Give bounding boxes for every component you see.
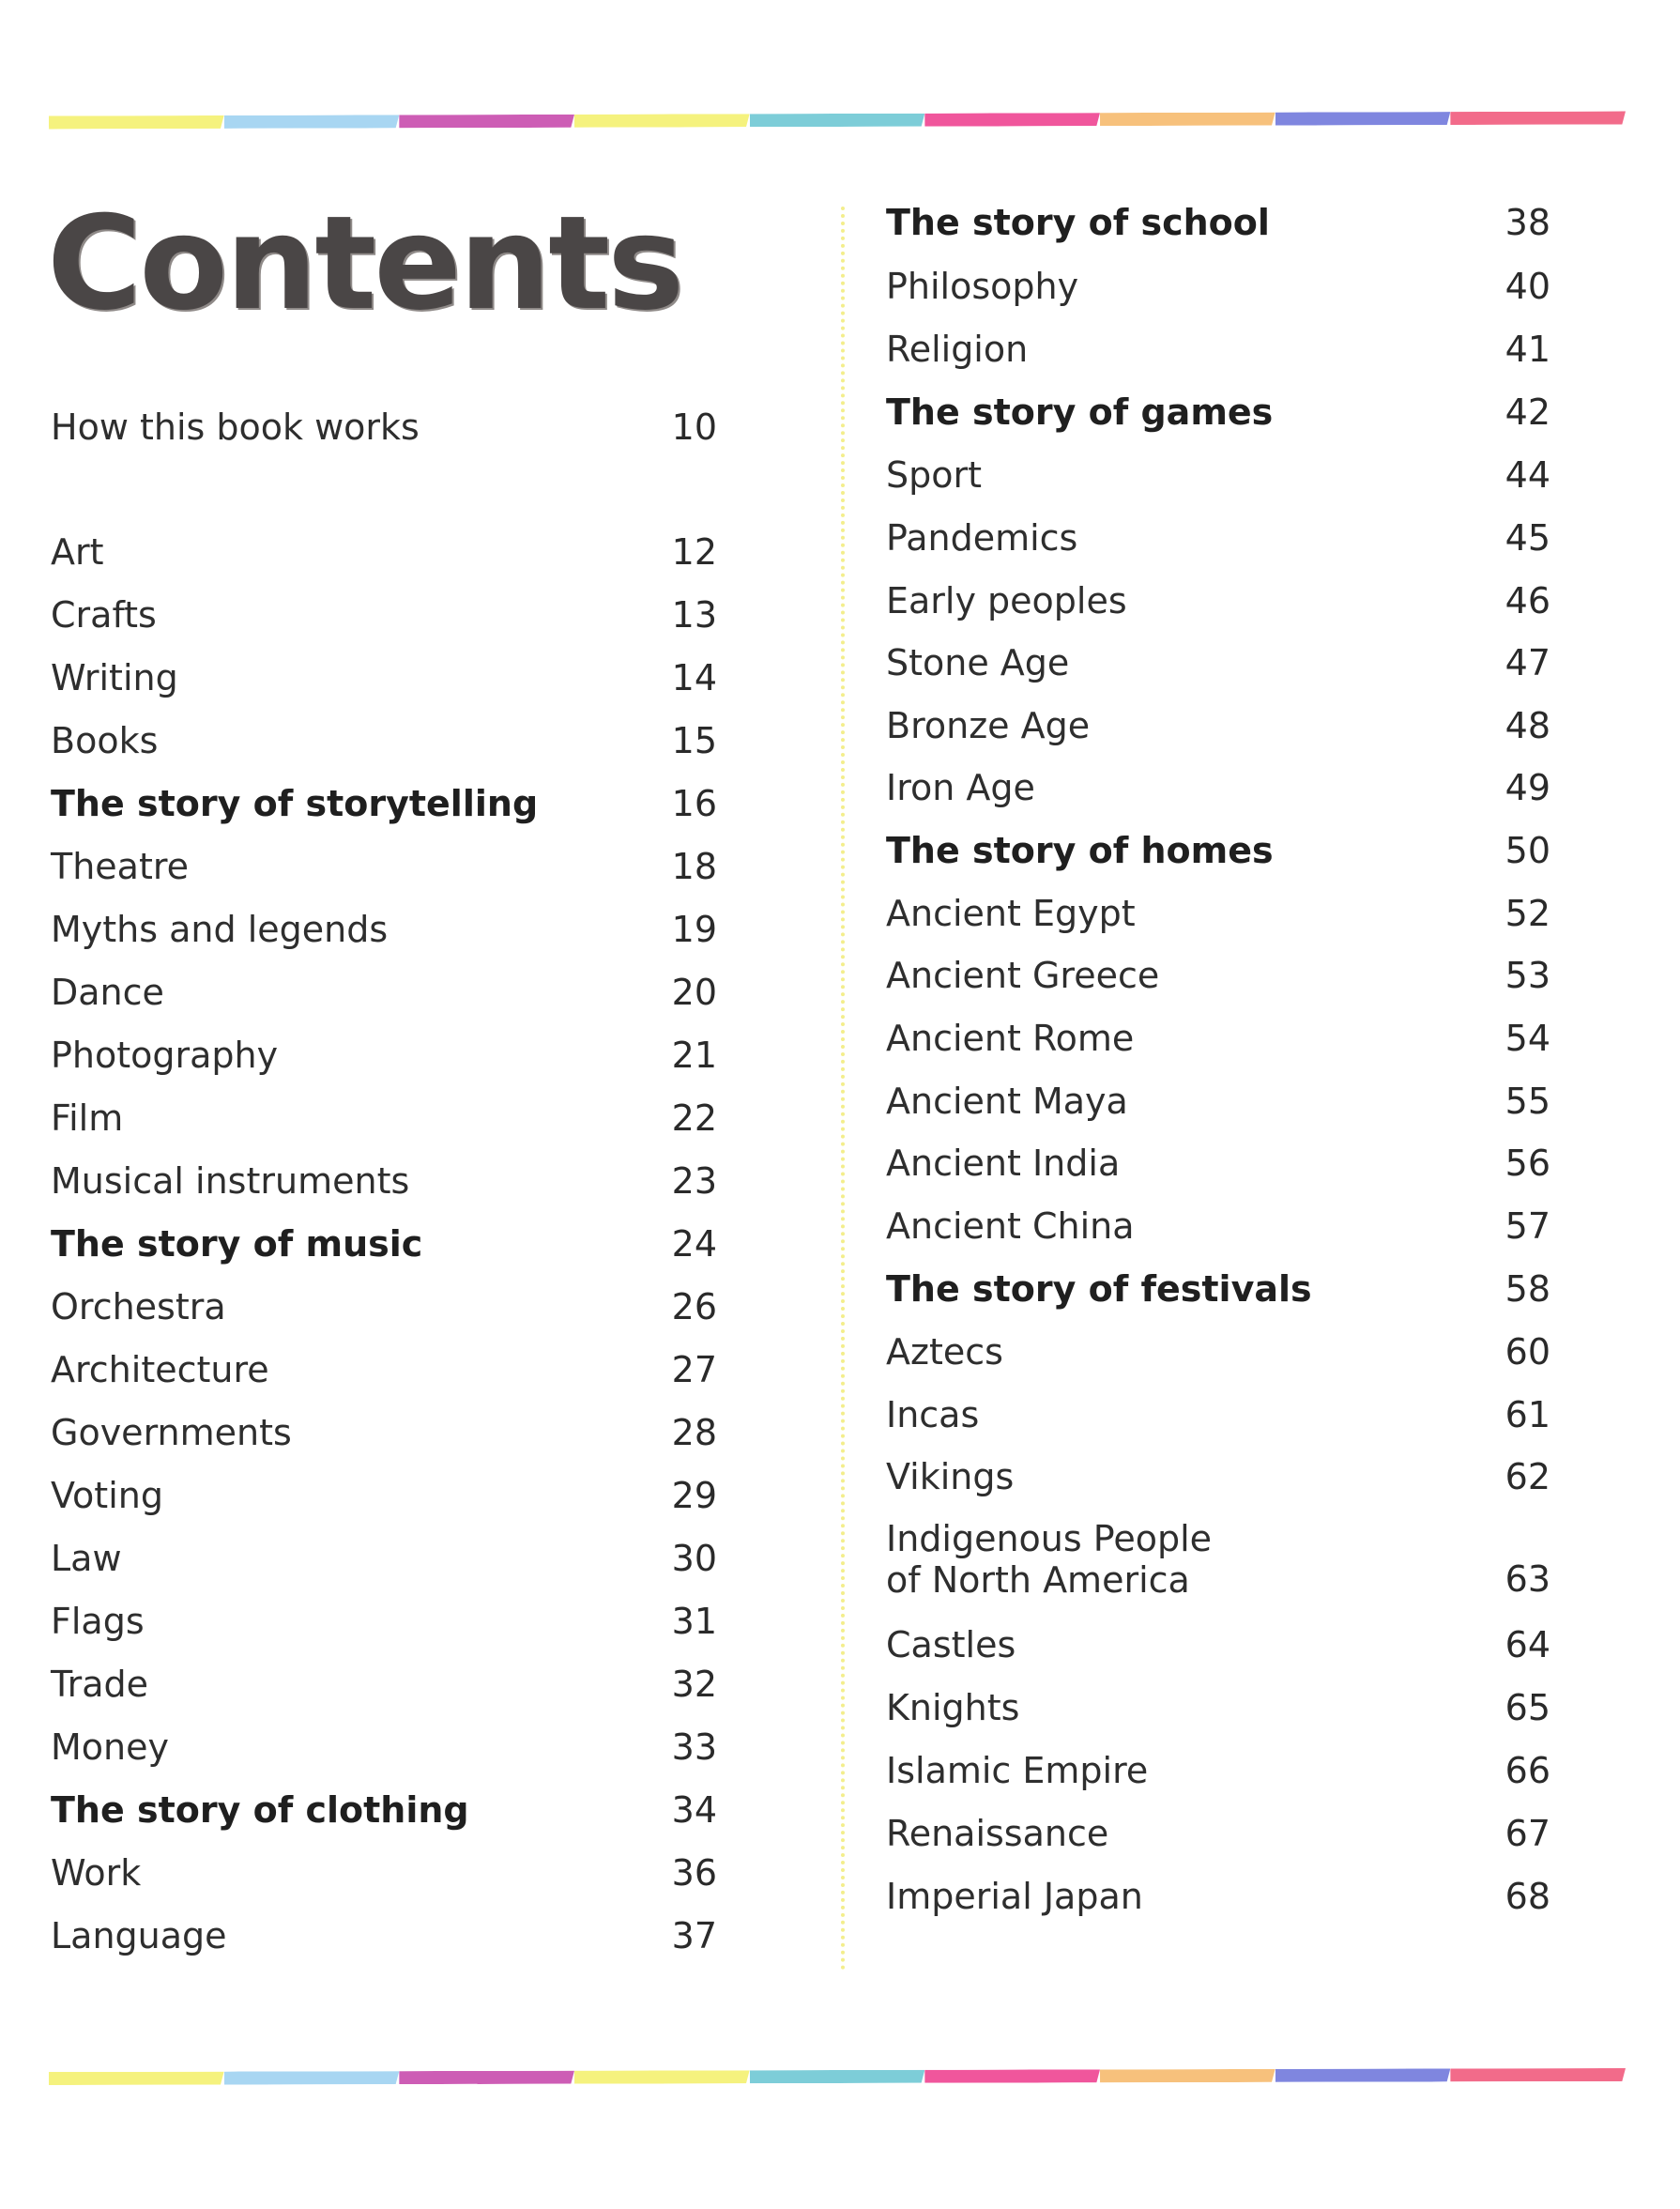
toc-entry-page-number: 55 (1504, 1081, 1550, 1122)
toc-entry-page-number: 36 (671, 1852, 717, 1894)
toc-entry-page-number: 54 (1504, 1018, 1550, 1059)
toc-entry-page-number: 13 (671, 594, 717, 636)
toc-entry (51, 1788, 717, 1832)
toc-entry-page-number: 26 (671, 1286, 717, 1327)
toc-entry-page-number: 30 (671, 1538, 717, 1579)
toc-entry-label: The story of music (51, 1223, 423, 1265)
toc-entry-label: Photography (51, 1035, 279, 1076)
toc-entry-page-number: 49 (1504, 767, 1550, 808)
toc-entry-label: Theatre (51, 846, 190, 887)
toc-entry-label: Orchestra (51, 1286, 226, 1327)
toc-entry-page-number: 58 (1504, 1268, 1550, 1310)
toc-entry-page-number: 20 (671, 972, 717, 1013)
toc-entry-label: Knights (886, 1687, 1020, 1728)
toc-entry-label: The story of homes (886, 830, 1274, 871)
toc-entry-label: Money (51, 1726, 169, 1768)
toc-entry-label: Architecture (51, 1349, 269, 1390)
toc-entry-label: The story of festivals (886, 1268, 1312, 1310)
toc-entry-page-number: 12 (671, 531, 717, 573)
toc-entry-label: Ancient Greece (886, 955, 1160, 996)
toc-entry-label: Ancient Rome (886, 1018, 1135, 1059)
toc-entry (51, 845, 717, 888)
toc-entry (51, 1851, 717, 1895)
toc-entry (51, 782, 717, 825)
toc-entry-page-number: 52 (1504, 893, 1550, 934)
toc-entry (886, 201, 1550, 244)
toc-entry (51, 656, 717, 699)
toc-entry-page-number: 57 (1504, 1205, 1550, 1247)
toc-entry-label: Aztecs (886, 1331, 1003, 1373)
toc-entry-label: Ancient Maya (886, 1081, 1128, 1122)
toc-entry (886, 453, 1550, 497)
toc-entry-page-number: 22 (671, 1097, 717, 1139)
stripe-segment (1275, 2068, 1451, 2081)
toc-entry (51, 1914, 717, 1957)
toc-entry-label: The story of storytelling (51, 783, 539, 824)
toc-entry-label: Religion (886, 329, 1029, 370)
toc-entry-page-number: 27 (671, 1349, 717, 1390)
toc-entry-page-number: 33 (671, 1726, 717, 1768)
toc-entry-page-number: 37 (671, 1915, 717, 1956)
stripe-segment (224, 2071, 400, 2084)
toc-entry (886, 1080, 1550, 1123)
toc-entry (51, 1222, 717, 1266)
toc-entry-page-number: 48 (1504, 705, 1550, 746)
toc-entry-label: Work (51, 1852, 142, 1894)
stripe-segment (924, 113, 1100, 127)
toc-entry-label: Early peoples (886, 580, 1127, 621)
toc-entry (886, 1455, 1550, 1498)
stripe-segment (224, 115, 400, 129)
toc-entry (886, 1267, 1550, 1311)
toc-entry-page-number: 50 (1504, 830, 1550, 871)
toc-entry-label: Bronze Age (886, 705, 1091, 746)
toc-entry-label: Philosophy (886, 266, 1079, 307)
toc-entry-label: The story of clothing (51, 1789, 469, 1831)
toc-entry-label: Indigenous People of North America (886, 1518, 1213, 1601)
toc-entry-label: Law (51, 1538, 122, 1579)
toc-entry-label: How this book works (51, 407, 420, 448)
toc-entry (51, 1034, 717, 1077)
toc-entry-label: Language (51, 1915, 227, 1956)
toc-entry (886, 1623, 1550, 1666)
toc-entry-page-number: 28 (671, 1412, 717, 1453)
stripe-segment (750, 114, 925, 128)
toc-entry-label: Pandemics (886, 517, 1078, 559)
toc-entry-page-number: 23 (671, 1160, 717, 1202)
toc-entry-label: The story of games (886, 391, 1274, 433)
toc-entry (51, 1600, 717, 1643)
toc-entry-label: Stone Age (886, 642, 1070, 683)
column-divider (841, 207, 845, 1971)
toc-entry (51, 1285, 717, 1328)
top-color-stripe (49, 112, 1626, 130)
toc-entry (886, 1686, 1550, 1729)
toc-entry-label: Ancient China (886, 1205, 1135, 1247)
toc-entry-label: Sport (886, 454, 983, 496)
toc-entry-label: Voting (51, 1475, 163, 1516)
toc-entry (886, 1204, 1550, 1248)
toc-entry-label: Incas (886, 1394, 980, 1435)
toc-entry (51, 1663, 717, 1706)
toc-entry-label: Trade (51, 1664, 149, 1705)
toc-entry-page-number: 66 (1504, 1750, 1550, 1791)
toc-entry-page-number: 42 (1504, 391, 1550, 433)
toc-entry (886, 391, 1550, 434)
toc-entry-page-number: 61 (1504, 1394, 1550, 1435)
toc-entry (886, 1518, 1550, 1601)
toc-entry-page-number: 24 (671, 1223, 717, 1265)
toc-entry (886, 1393, 1550, 1436)
toc-entry-label: Books (51, 720, 159, 761)
toc-entry (886, 265, 1550, 308)
toc-entry (886, 1875, 1550, 1918)
toc-entry (51, 593, 717, 637)
page-title: Contents (47, 188, 682, 339)
toc-entry-label: Governments (51, 1412, 292, 1453)
toc-entry (51, 530, 717, 574)
toc-entry-label: Dance (51, 972, 164, 1013)
stripe-segment (49, 2072, 224, 2085)
toc-entry-page-number: 68 (1504, 1876, 1550, 1917)
toc-entry-label: Musical instruments (51, 1160, 410, 1202)
toc-entry (886, 1017, 1550, 1060)
toc-entry-page-number: 46 (1504, 580, 1550, 621)
stripe-segment (1100, 113, 1275, 127)
toc-entry-page-number: 40 (1504, 266, 1550, 307)
toc-entry (886, 1330, 1550, 1373)
toc-entry-page-number: 44 (1504, 454, 1550, 496)
stripe-segment (399, 2071, 574, 2084)
toc-entry (51, 719, 717, 762)
toc-entry-label: Castles (886, 1624, 1016, 1665)
stripe-segment (49, 115, 224, 130)
toc-entry (51, 406, 717, 449)
toc-entry-page-number: 21 (671, 1035, 717, 1076)
stripe-segment (574, 2070, 750, 2083)
toc-entry (886, 1142, 1550, 1185)
toc-entry-page-number: 67 (1504, 1813, 1550, 1854)
toc-entry (886, 1812, 1550, 1855)
toc-entry (886, 829, 1550, 872)
toc-entry-page-number: 63 (1504, 1558, 1550, 1600)
toc-entry (51, 1097, 717, 1140)
toc-entry-page-number: 29 (671, 1475, 717, 1516)
toc-entry-label: The story of school (886, 202, 1270, 243)
toc-entry-page-number: 34 (671, 1789, 717, 1831)
stripe-segment (574, 114, 750, 128)
stripe-segment (1275, 112, 1451, 126)
toc-entry-label: Film (51, 1097, 124, 1139)
toc-entry (886, 579, 1550, 622)
stripe-segment (1100, 2069, 1275, 2082)
stripe-segment (924, 2069, 1100, 2082)
toc-entry-page-number: 32 (671, 1664, 717, 1705)
toc-entry (51, 1726, 717, 1769)
toc-entry-page-number: 64 (1504, 1624, 1550, 1665)
toc-entry-label: Renaissance (886, 1813, 1109, 1854)
toc-entry-label: Imperial Japan (886, 1876, 1143, 1917)
toc-entry-page-number: 15 (671, 720, 717, 761)
stripe-segment (750, 2070, 925, 2083)
toc-entry-page-number: 56 (1504, 1143, 1550, 1184)
toc-entry (51, 1537, 717, 1580)
toc-entry-label: Iron Age (886, 767, 1035, 808)
toc-entry (886, 328, 1550, 371)
toc-entry (51, 1159, 717, 1203)
toc-entry-page-number: 65 (1504, 1687, 1550, 1728)
toc-entry-page-number: 53 (1504, 955, 1550, 996)
toc-entry (886, 1749, 1550, 1792)
toc-entry-page-number: 14 (671, 657, 717, 698)
toc-entry (886, 954, 1550, 997)
stripe-segment (1450, 112, 1626, 126)
toc-entry-page-number: 31 (671, 1601, 717, 1642)
stripe-segment (399, 115, 574, 129)
toc-entry (886, 704, 1550, 747)
toc-entry-label: Art (51, 531, 104, 573)
toc-entry-page-number: 45 (1504, 517, 1550, 559)
toc-entry-page-number: 16 (671, 783, 717, 824)
toc-entry (886, 641, 1550, 684)
toc-entry-page-number: 41 (1504, 329, 1550, 370)
toc-entry (51, 1411, 717, 1454)
toc-entry-page-number: 60 (1504, 1331, 1550, 1373)
toc-entry-label: Flags (51, 1601, 145, 1642)
toc-entry-label: Myths and legends (51, 909, 389, 950)
stripe-segment (1450, 2068, 1626, 2081)
toc-entry-label: Ancient Egypt (886, 893, 1136, 934)
toc-entry (51, 1348, 717, 1391)
bottom-color-stripe (49, 2068, 1626, 2085)
toc-entry (886, 892, 1550, 935)
toc-entry-label: Vikings (886, 1456, 1015, 1497)
toc-entry-page-number: 18 (671, 846, 717, 887)
toc-entry-page-number: 38 (1504, 202, 1550, 243)
toc-entry-page-number: 62 (1504, 1456, 1550, 1497)
toc-entry-page-number: 19 (671, 909, 717, 950)
toc-entry-label: Crafts (51, 594, 157, 636)
toc-entry-page-number: 10 (671, 407, 717, 448)
toc-entry (51, 971, 717, 1014)
toc-entry (51, 1474, 717, 1517)
toc-entry-page-number: 47 (1504, 642, 1550, 683)
toc-entry (51, 908, 717, 951)
toc-entry (886, 516, 1550, 560)
toc-entry-label: Islamic Empire (886, 1750, 1149, 1791)
toc-entry-label: Ancient India (886, 1143, 1121, 1184)
toc-entry (886, 766, 1550, 809)
toc-entry-label: Writing (51, 657, 178, 698)
